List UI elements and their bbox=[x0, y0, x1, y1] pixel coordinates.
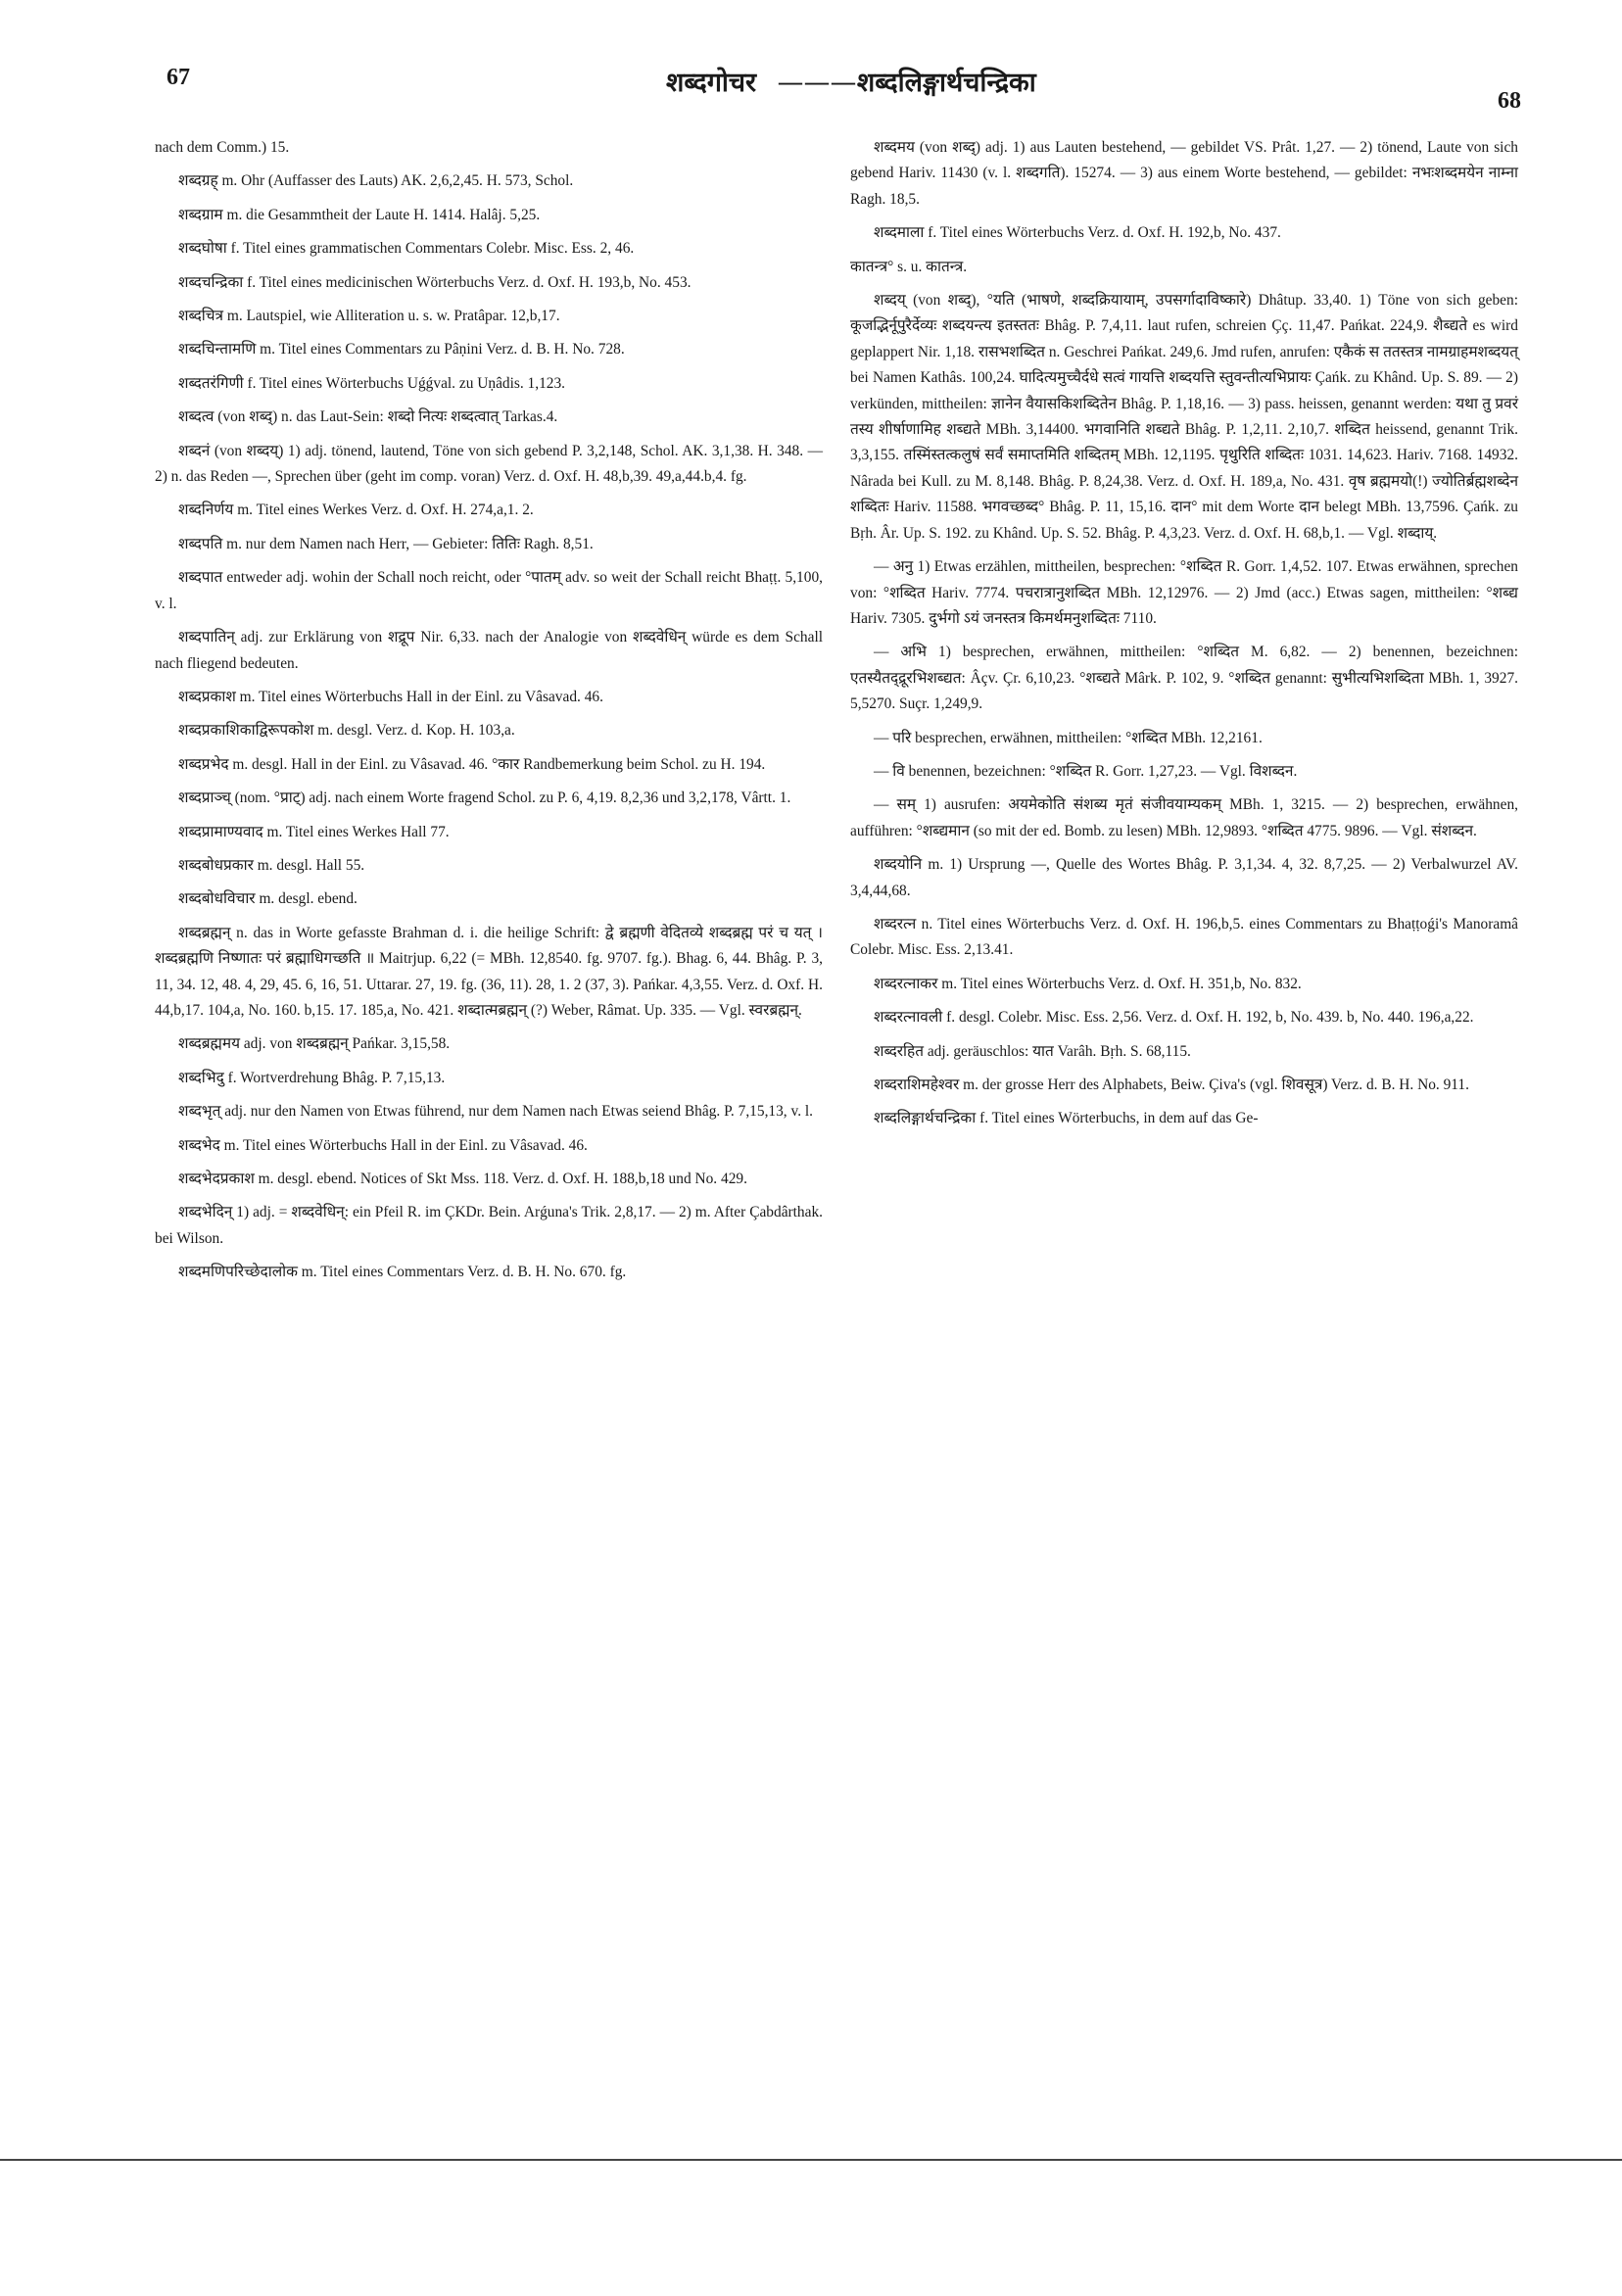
dictionary-entry: शब्दरत्नाकर m. Titel eines Wörterbuchs Verz. d. Oxf. H. 351,b, No. 832. bbox=[874, 975, 1302, 992]
dictionary-entry: शब्दपातिन् adj. zur Erklärung von शद्रूप Nir. 6,33. nach der Analogie von शब्दवेधिन् würde es dem Schall nach fliegend bedeuten. bbox=[155, 629, 823, 672]
dictionary-entry: शब्दप्राञ्च् (nom. °प्राट्) adj. nach einem Worte fragend Schol. zu P. 6, 4,19. 8,2,36 und 3,2,178, Vârtt. 1. bbox=[178, 789, 791, 807]
dictionary-entry: शब्दचन्द्रिका f. Titel eines medicinischen Wörterbuchs Verz. d. Oxf. H. 193,b, No. 453. bbox=[178, 273, 692, 291]
running-head-last-word: शब्दलिङ्गार्थचन्द्रिका bbox=[856, 68, 1036, 98]
dictionary-entry: — अनु 1) Etwas erzählen, mittheilen, besprechen: °शब्दित R. Gorr. 1,4,52. 107. Etwas erwähnen, sprechen von: °शब्दित Hariv. 7774. पचरात्रानुशब्दित MBh. 12,12976. — 2) Jmd (acc.) Etwas sagen, mittheilen: °शब्द्य Hariv. 7305. दुर्भगो ऽयं जनस्तत्र किमर्थमनुशब्दितः 7110. bbox=[850, 558, 1518, 627]
dictionary-entry: शब्दमाला f. Titel eines Wörterbuchs Verz. d. Oxf. H. 192,b, No. 437. bbox=[874, 224, 1281, 242]
dictionary-entry: शब्दबोधप्रकार m. desgl. Hall 55. bbox=[178, 856, 365, 874]
dictionary-entry: शब्दरत्नावली f. desgl. Colebr. Misc. Ess. 2,56. Verz. d. Oxf. H. 192, b, No. 439. b, No. 440. 196,a,22. bbox=[874, 1009, 1474, 1027]
dictionary-entry: शब्दमय (von शब्द्) adj. 1) aus Lauten bestehend, — gebildet VS. Prât. 1,27. — 2) tönend, Laute von sich gebend Hariv. 11430 (v. l. शब्दगति). 15274. — 3) aus einem Worte bestehend, — gebildet: नभःशब्दमयेन नाम्ना Ragh. 18,5. bbox=[850, 139, 1518, 208]
dictionary-entry: शब्दत्व (von शब्द्) n. das Laut-Sein: शब्दो नित्यः शब्दत्वात् Tarkas.4. bbox=[178, 408, 558, 426]
dictionary-entry: शब्दभिदु f. Wortverdrehung Bhâg. P. 7,15,13. bbox=[178, 1069, 446, 1086]
dictionary-entry: कातन्त्र° s. u. कातन्त्र. bbox=[850, 258, 968, 275]
dictionary-entry: nach dem Comm.) 15. bbox=[155, 139, 290, 156]
dictionary-entry: शब्दभेदप्रकाश m. desgl. ebend. Notices of Skt Mss. 118. Verz. d. Oxf. H. 188,b,18 und No. 429. bbox=[178, 1171, 747, 1187]
right-page-number: 68 bbox=[1498, 88, 1521, 114]
dictionary-entry: शब्दब्रह्ममय adj. von शब्दब्रह्मन् Pańkar. 3,15,58. bbox=[178, 1035, 451, 1053]
page-header bbox=[0, 59, 1622, 114]
dictionary-entry: शब्दप्रामाण्यवाद m. Titel eines Werkes Hall 77. bbox=[178, 823, 450, 840]
dictionary-entry: शब्दय् (von शब्द्), °यति (भाषणे, शब्दक्रियायाम्, उपसर्गादाविष्कारे) Dhâtup. 33,40. 1) Töne von sich geben: कूजद्भिर्नूपुरैर्देव्यः शब्दयन्त्य इतस्ततः Bhâg. P. 7,4,11. laut rufen, schreien Çç. 11,47. Pańkat. 224,9. शैब्द्यते es wird geplappert Nir. 1,18. रासभशब्दित n. Geschrei Pańkat. 249,6. Jmd rufen, anrufen: एकैकं स ततस्तत्र नामग्राहमशब्दयत् bei Namen Kathâs. 100,24. घादित्यमुच्चैर्दधे सत्वं गायत्ति शब्दयत्ति स्तुवन्तीत्यभिप्रायः Çańk. zu Khând. Up. S. 89. — 2) verkünden, mittheilen: ज्ञानेन वैयासकिशब्दितेन Bhâg. P. 1,18,16. — 3) pass. heissen, genannt werden: यथा तु प्रवरं तस्य शीर्षाणामिह शब्द्यते MBh. 3,14400. भगवानिति शब्द्यते Bhâg. P. 1,2,11. 2,10,7. शब्दित heissend, genannt Trik. 3,3,155. तस्मिंस्तत्कलुषं सर्वं समाप्तमिति शब्दितम् MBh. 12,1195. पृथुरिति शब्दितः 1031. 14,623. Hariv. 7168. 14932. Nârada bei Kull. zu M. 8,148. Bhâg. P. 8,24,38. Verz. d. Oxf. H. 189,a, No. 431. वृष ब्रह्ममयो(!) ज्योतिर्ब्रह्मशब्देन शब्दितः Hariv. 11588. भगवच्छब्द° Bhâg. P. 11, 15,16. दान° mit dem Worte दान belegt MBh. 13,7596. Çańk. zu Bṛh. Âr. Up. S. 192. zu Khând. Up. S. 52. Bhâg. P. 4,3,23. Verz. d. Oxf. H. 68,b,1. — Vgl. शब्दाय्. bbox=[850, 292, 1518, 542]
dictionary-entry: शब्दपति m. nur dem Namen nach Herr, — Gebieter: तितिः Ragh. 8,51. bbox=[178, 535, 594, 552]
dictionary-entry: शब्दतरंगिणी f. Titel eines Wörterbuchs Uǵǵval. zu Uṇâdis. 1,123. bbox=[178, 374, 566, 392]
dictionary-entry: शब्दप्रकाशिकाद्विरूपकोश m. desgl. Verz. d. Kop. H. 103,a. bbox=[178, 722, 515, 740]
dictionary-entry: शब्दबोधविचार m. desgl. ebend. bbox=[178, 890, 358, 908]
dictionary-entry: शब्दभृत् adj. nur den Namen von Etwas führend, nur dem Namen nach Etwas seiend Bhâg. P. 7,15,13, v. l. bbox=[178, 1103, 814, 1121]
dictionary-entry: शब्दनं (von शब्दय्) 1) adj. tönend, lautend, Töne von sich gebend P. 3,2,148, Schol. AK. 3,1,38. H. 348. — 2) n. das Reden —, Sprechen über (geht im comp. voran) Verz. d. Oxf. H. 48,b,39. 49,a,44.b,4. fg. bbox=[155, 442, 823, 486]
dictionary-entry: शब्दराशिमहेश्वर m. der grosse Herr des Alphabets, Beiw. Çiva's (vgl. शिवसूत्र) Verz. d. B. H. No. 911. bbox=[874, 1076, 1469, 1093]
dictionary-entry: शब्दयोनि m. 1) Ursprung —, Quelle des Wortes Bhâg. P. 3,1,34. 4, 32. 8,7,25. — 2) Verbalwurzel AV. 3,4,44,68. bbox=[850, 856, 1518, 899]
dictionary-entry: शब्दचित्र m. Lautspiel, wie Alliteration u. s. w. Pratâpar. 12,b,17. bbox=[178, 308, 560, 325]
bottom-rule bbox=[0, 2159, 1622, 2161]
right-column bbox=[850, 135, 1518, 1140]
dictionary-entry: शब्दग्रह् m. Ohr (Auffasser des Lauts) AK. 2,6,2,45. H. 573, Schol. bbox=[178, 172, 574, 190]
dictionary-entry: — सम् 1) ausrufen: अयमेकोति संशब्य मृतं संजीवयाम्यकम् MBh. 1, 3215. — 2) besprechen, erwähnen, aufführen: °शब्द्यमान (so mit der ed. Bomb. zu lesen) MBh. 12,9893. °शब्दित 4775. 9896. — Vgl. संशब्दन. bbox=[850, 796, 1518, 839]
running-head bbox=[666, 63, 1036, 99]
dictionary-entry: — अभि 1) besprechen, erwähnen, mittheilen: °शब्दित M. 6,82. — 2) benennen, bezeichnen: एतस्यैतद्द्रूरभिशब्द्यत: Âçv. Çr. 6,10,23. °शब्द्यते Mârk. P. 102, 9. °शब्दित genannt: सुभीत्यभिशब्दिता MBh. 1, 3927. 5,5270. Suçr. 1,249,9. bbox=[850, 644, 1518, 713]
dictionary-entry: शब्दप्रकाश m. Titel eines Wörterbuchs Hall in der Einl. zu Vâsavad. 46. bbox=[178, 688, 603, 705]
dictionary-entry: शब्दरत्न n. Titel eines Wörterbuchs Verz. d. Oxf. H. 196,b,5. eines Commentars zu Bhaṭṭoǵi's Manoramâ Colebr. Misc. Ess. 2,13.41. bbox=[850, 915, 1518, 959]
dictionary-entry: शब्दग्राम m. die Gesammtheit der Laute H. 1414. Halâj. 5,25. bbox=[178, 206, 541, 223]
dictionary-entry: शब्दमणिपरिच्छेदालोक m. Titel eines Commentars Verz. d. B. H. No. 670. fg. bbox=[178, 1264, 627, 1281]
left-column bbox=[155, 135, 823, 1294]
dictionary-entry: शब्दब्रह्मन् n. das in Worte gefasste Brahman d. i. die heilige Schrift: द्वे ब्रह्मणी वेदितव्ये शब्दब्रह्म परं च यत् । शब्दब्रह्मणि निष्णातः परं ब्रह्माधिगच्छति ॥ Maitrjup. 6,22 (= MBh. 12,8540. fg. 9707. fg.). Bhag. 6, 44. Bhâg. P. 3, 11, 34. 12, 48. 4, 29, 45. 6, 16, 51. Uttarar. 27, 19. fg. (36, 11). 28, 1. 2 (37, 3). Pańkar. 4,3,55. Verz. d. Oxf. H. 44,b,17. 104,a, No. 160. b,15. 17. 185,a, No. 421. शब्दात्मब्रह्मन् (?) Weber, Râmat. Up. 335. — Vgl. स्वरब्रह्मन्. bbox=[155, 924, 823, 1019]
running-head-dash: ——— bbox=[777, 68, 857, 98]
dictionary-entry: शब्दलिङ्गार्थचन्द्रिका f. Titel eines Wörterbuchs, in dem auf das Ge- bbox=[874, 1110, 1259, 1127]
dictionary-entry: — परि besprechen, erwähnen, mittheilen: °शब्दित MBh. 12,2161. bbox=[874, 729, 1263, 746]
dictionary-entry: शब्दरहित adj. geräuschlos: यात Varâh. Bṛh. S. 68,115. bbox=[874, 1042, 1191, 1060]
dictionary-entry: शब्दभेद m. Titel eines Wörterbuchs Hall in der Einl. zu Vâsavad. 46. bbox=[178, 1136, 588, 1154]
dictionary-entry: शब्दप्रभेद m. desgl. Hall in der Einl. zu Vâsavad. 46. °कार Randbemerkung beim Schol. zu H. 194. bbox=[178, 755, 766, 773]
dictionary-entry: शब्दपात entweder adj. wohin der Schall noch reicht, oder °पातम् adv. so weit der Schall reicht Bhaṭṭ. 5,100, v. l. bbox=[155, 569, 823, 612]
dictionary-entry: — वि benennen, bezeichnen: °शब्दित R. Gorr. 1,27,23. — Vgl. विशब्दन. bbox=[874, 762, 1298, 780]
dictionary-entry: शब्दघोषा f. Titel eines grammatischen Commentars Colebr. Misc. Ess. 2, 46. bbox=[178, 240, 635, 258]
dictionary-entry: शब्दभेदिन् 1) adj. = शब्दवेधिन्: ein Pfeil R. im ÇKDr. Bein. Arǵuna's Trik. 2,8,17. — 2) m. After Çabdârthak. bei Wilson. bbox=[155, 1204, 823, 1247]
left-page-number: 67 bbox=[167, 65, 190, 90]
dictionary-entry: शब्दचिन्तामणि m. Titel eines Commentars zu Pâṇini Verz. d. B. H. No. 728. bbox=[178, 341, 625, 359]
dictionary-entry: शब्दनिर्णय m. Titel eines Werkes Verz. d. Oxf. H. 274,a,1. 2. bbox=[178, 502, 534, 519]
running-head-first-word: शब्दगोचर bbox=[666, 68, 757, 98]
